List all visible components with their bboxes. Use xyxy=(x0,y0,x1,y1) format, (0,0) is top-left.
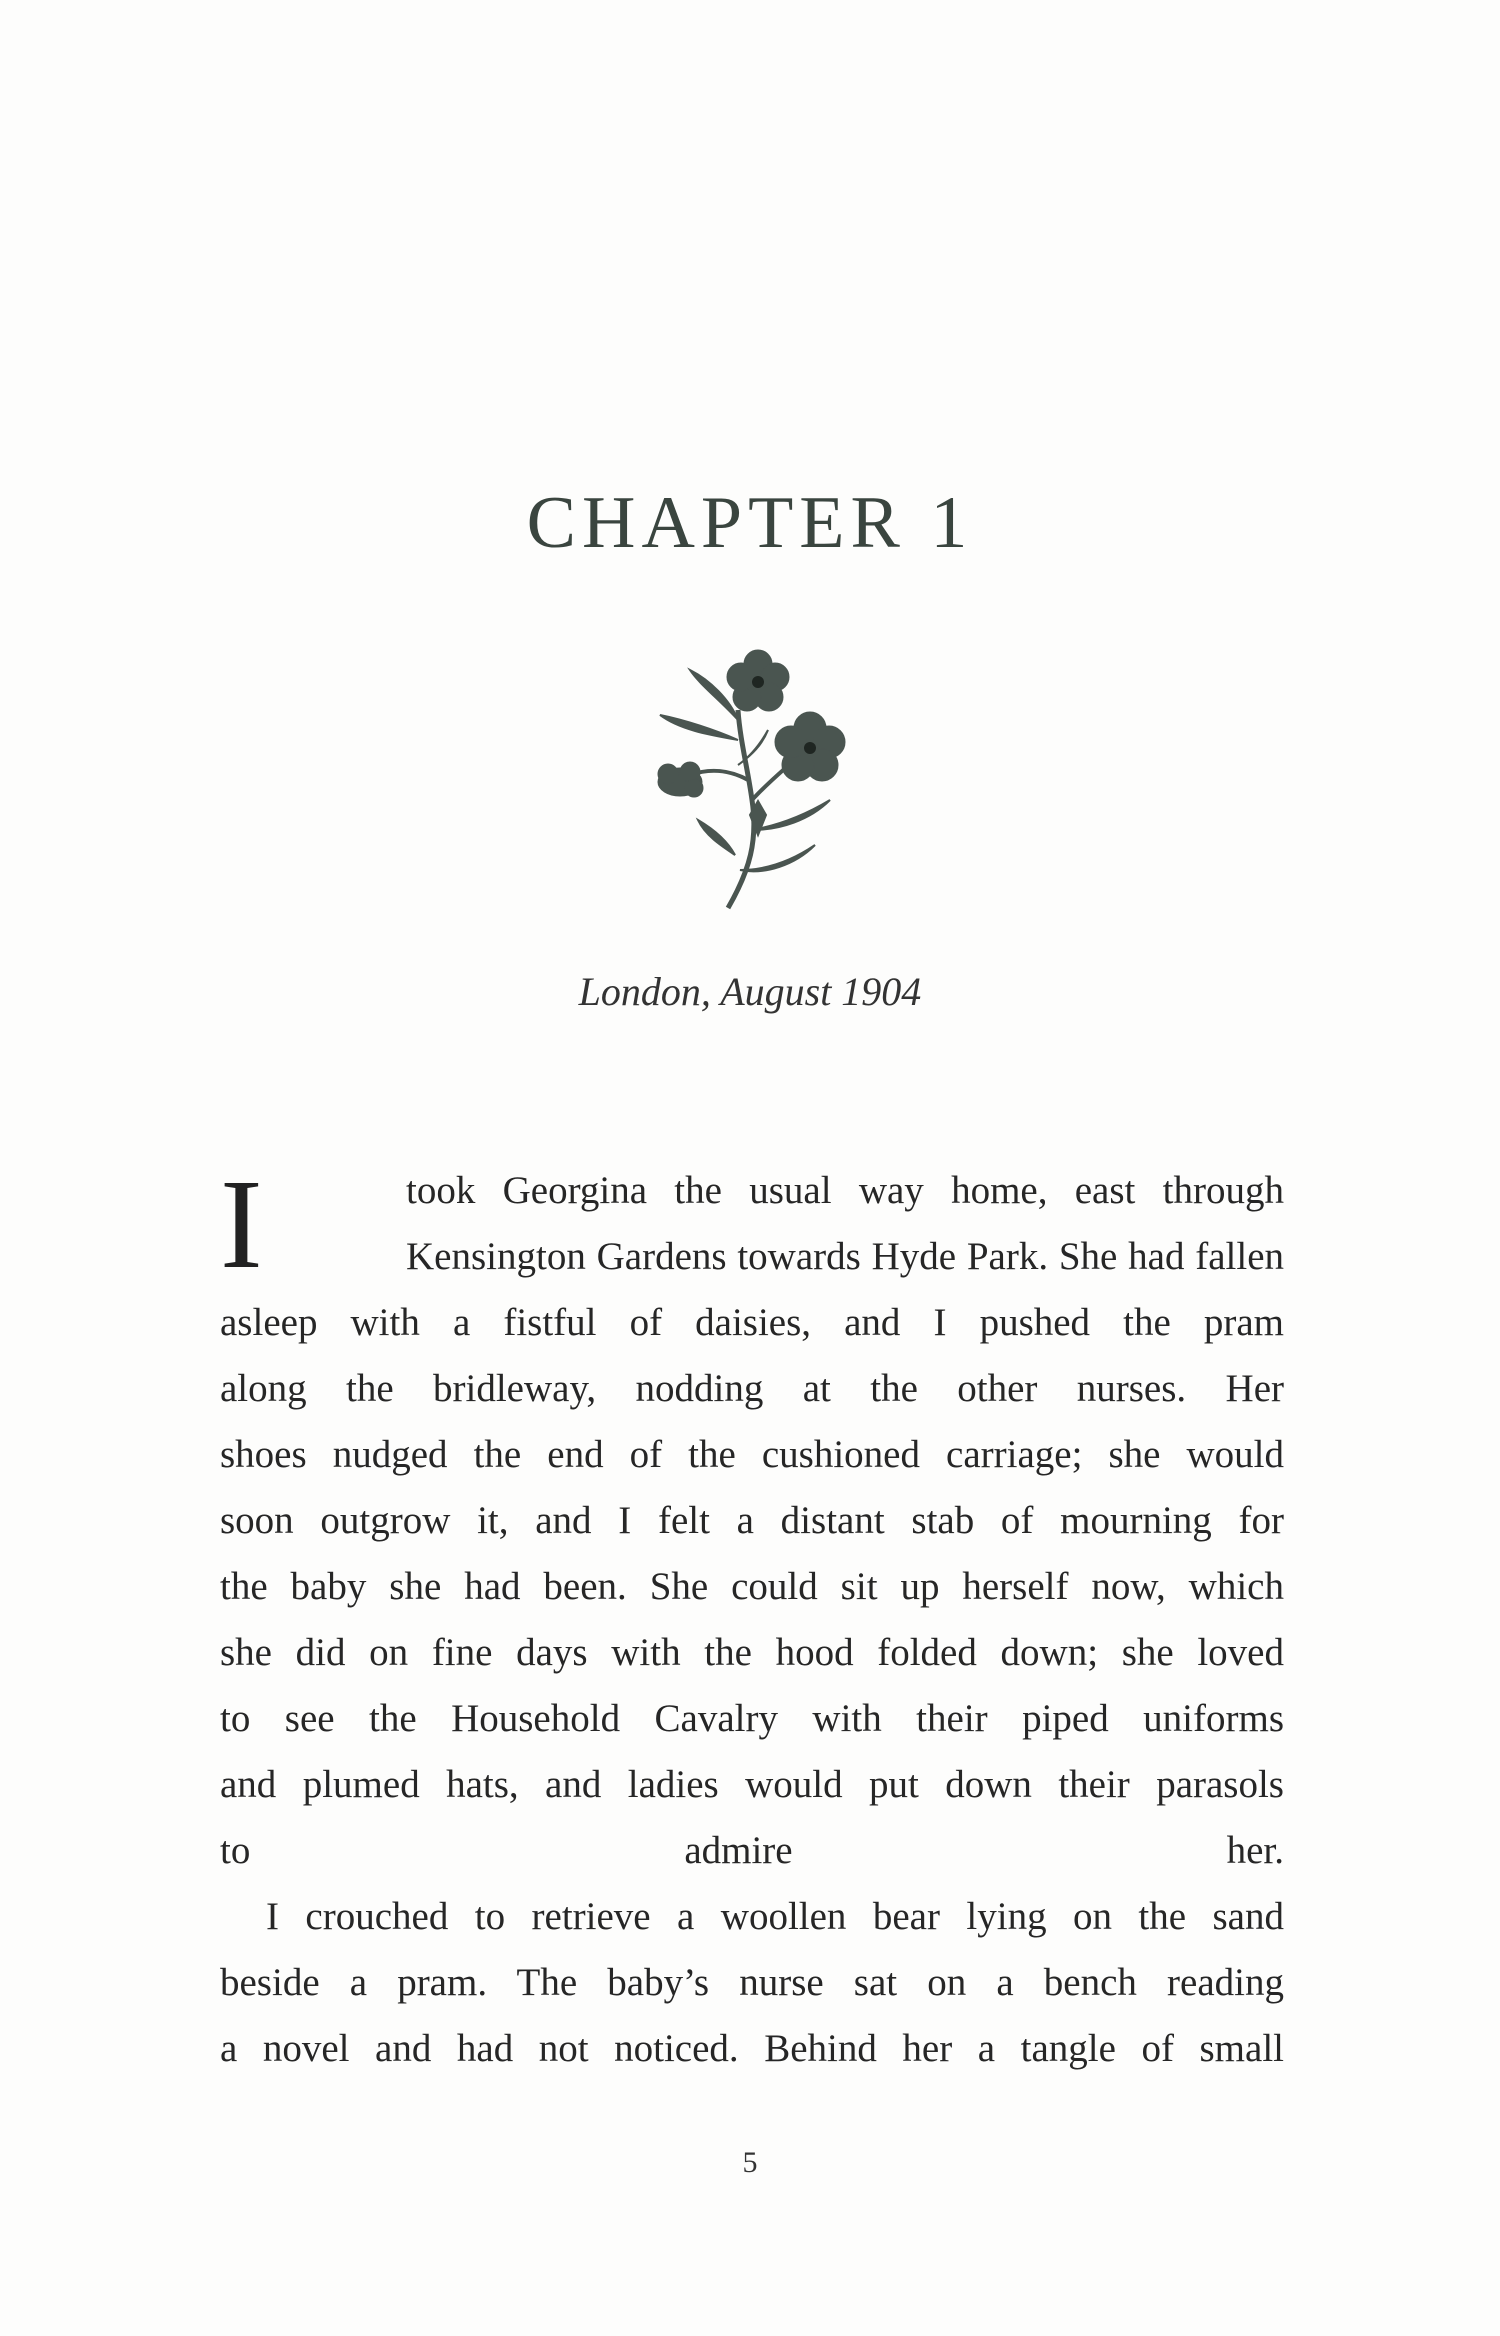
drop-cap: I xyxy=(220,1153,263,1295)
paragraph-1 xyxy=(220,1153,1284,1884)
text-line: asleep with a fistful of daisies, and I pushed the pram xyxy=(220,1301,1284,1344)
text-line: took Georgina the usual way home, east through xyxy=(406,1169,1284,1212)
chapter-dateline: London, August 1904 xyxy=(578,969,922,1014)
text-line: along the bridleway, nodding at the other nurses. Her xyxy=(220,1367,1284,1410)
text-line: shoes nudged the end of the cushioned carriage; she would xyxy=(220,1433,1284,1476)
text-line: and plumed hats, and ladies would put down their parasols xyxy=(220,1763,1284,1806)
paragraph-2 xyxy=(220,1884,1284,2082)
chapter-title: CHAPTER 1 xyxy=(526,482,974,564)
text-line: she did on fine days with the hood folded down; she loved xyxy=(220,1631,1284,1674)
text-line: the baby she had been. She could sit up herself now, which xyxy=(220,1565,1284,1608)
text-line: Kensington Gardens towards Hyde Park. She had fallen xyxy=(406,1235,1284,1278)
text-line: I crouched to retrieve a woollen bear lying on the sand xyxy=(266,1895,1284,1938)
page-number: 5 xyxy=(742,2146,758,2179)
flower-sprig-icon xyxy=(640,630,870,920)
text-line: a novel and had not noticed. Behind her a tangle of small xyxy=(220,2027,1284,2070)
chapter-body xyxy=(220,1153,1284,2082)
text-line: soon outgrow it, and I felt a distant stab of mourning for xyxy=(220,1499,1284,1542)
text-line: to admire her. xyxy=(220,1829,1284,1872)
text-line: beside a pram. The baby’s nurse sat on a bench reading xyxy=(220,1961,1284,2004)
text-line: to see the Household Cavalry with their piped uniforms xyxy=(220,1697,1284,1740)
